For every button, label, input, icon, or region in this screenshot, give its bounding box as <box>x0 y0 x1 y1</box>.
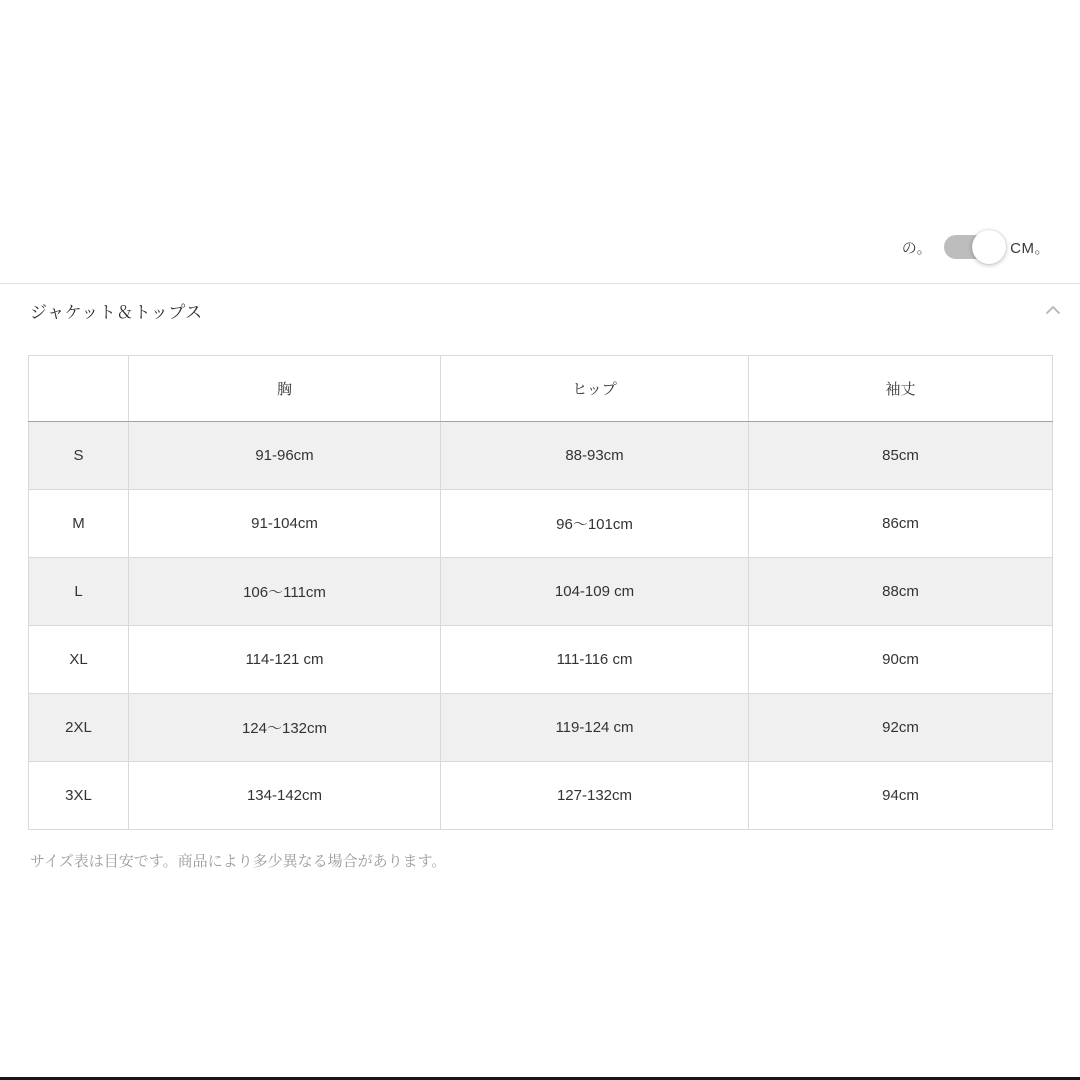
size-table <box>28 355 1053 830</box>
size-cell: 2XL <box>29 694 129 762</box>
sleeve-cell: 90cm <box>749 626 1053 694</box>
table-row <box>29 422 1053 490</box>
column-header-hip: ヒップ <box>441 356 749 422</box>
table-row <box>29 762 1053 830</box>
table-header-row <box>29 356 1053 422</box>
hip-cell: 119-124 cm <box>441 694 749 762</box>
sleeve-cell: 86cm <box>749 490 1053 558</box>
sleeve-cell: 94cm <box>749 762 1053 830</box>
table-row <box>29 694 1053 762</box>
column-header-sleeve: 袖丈 <box>749 356 1053 422</box>
sleeve-cell: 92cm <box>749 694 1053 762</box>
size-cell: S <box>29 422 129 490</box>
chest-cell: 91-96cm <box>129 422 441 490</box>
size-cell: XL <box>29 626 129 694</box>
sleeve-cell: 85cm <box>749 422 1053 490</box>
toggle-knob[interactable] <box>972 230 1006 264</box>
chest-cell: 124～132cm <box>129 694 441 762</box>
unit-toggle-right-label: CM。 <box>1010 239 1050 257</box>
size-cell: M <box>29 490 129 558</box>
table-row <box>29 490 1053 558</box>
table-row <box>29 558 1053 626</box>
section-header-jackets-tops[interactable] <box>0 284 1080 336</box>
hip-cell: 104-109 cm <box>441 558 749 626</box>
unit-toggle[interactable] <box>944 235 998 259</box>
chest-cell: 106～111cm <box>129 558 441 626</box>
section-title: ジャケット＆トップス <box>30 302 203 322</box>
chest-cell: 91-104cm <box>129 490 441 558</box>
size-cell: 3XL <box>29 762 129 830</box>
chest-cell: 114-121 cm <box>129 626 441 694</box>
hip-cell: 127-132cm <box>441 762 749 830</box>
column-header-size <box>29 356 129 422</box>
size-cell: L <box>29 558 129 626</box>
unit-toggle-left-label: の。 <box>901 239 933 257</box>
chest-cell: 134-142cm <box>129 762 441 830</box>
table-row <box>29 626 1053 694</box>
hip-cell: 111-116 cm <box>441 626 749 694</box>
chevron-up-icon[interactable] <box>1042 299 1064 321</box>
unit-toggle-row <box>902 229 1050 265</box>
hip-cell: 96～101cm <box>441 490 749 558</box>
sleeve-cell: 88cm <box>749 558 1053 626</box>
column-header-chest: 胸 <box>129 356 441 422</box>
hip-cell: 88-93cm <box>441 422 749 490</box>
clipped-note: サイズ表は目安です。商品により多少異なる場合があります。 <box>30 853 447 870</box>
